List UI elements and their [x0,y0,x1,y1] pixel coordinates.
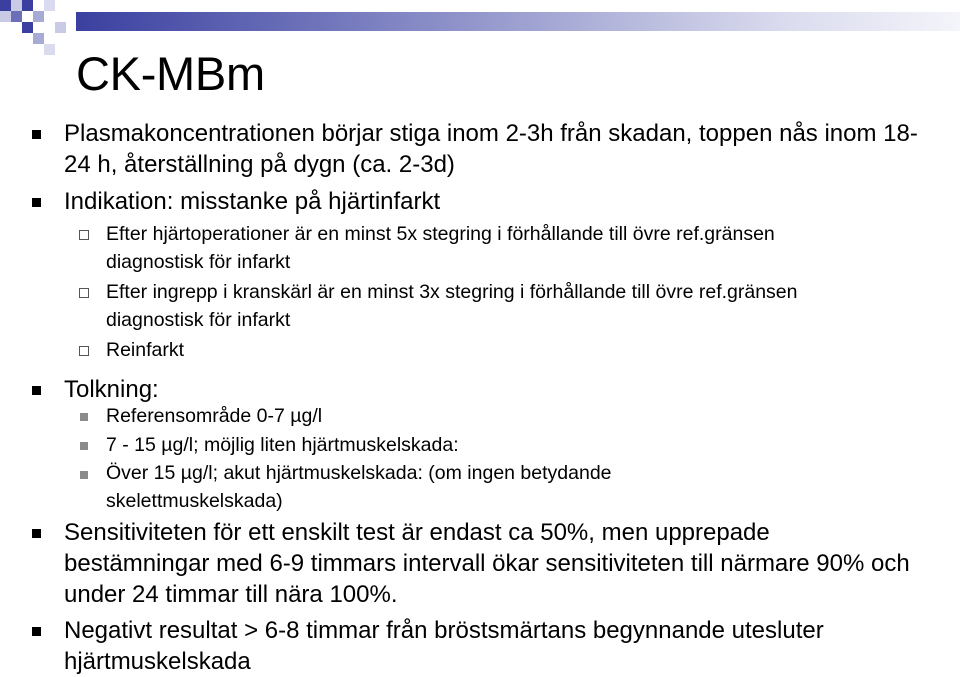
sub-bullet-referensomrade: Referensområde 0-7 µg/l [106,405,323,427]
deco-square [22,0,33,11]
sub-bullet-akut-skada: Över 15 µg/l; akut hjärtmuskelskada: (om ingen betydande skelettmuskelskada) [106,462,612,512]
deco-square [33,33,44,44]
deco-square [44,44,55,55]
bullet-square-icon [32,529,41,538]
sub-bullet-kranskarl: Efter ingrepp i kranskärl är en minst 3x stegring i förhållande till övre ref.gränsen diagnostisk för infarkt [106,281,798,331]
bullet-sensitivitet: Sensitiviteten för ett enskilt test är endast ca 50%, men upprepade bestämningar med 6-9 timmars intervall ökar sensitiviteten till närmare 90% och under 24 timmar till nära 100%. [64,519,910,608]
gray-square-bullet-icon [80,442,88,450]
deco-square [0,0,11,11]
deco-square [11,0,22,11]
deco-square [0,11,11,22]
bullet-tolkning: Tolkning: [64,376,159,403]
bullet-negativt-resultat: Negativt resultat > 6-8 timmar från bröstsmärtans begynnande utesluter hjärtmuskelskada [64,617,824,675]
gray-square-bullet-icon [80,471,88,479]
deco-square [33,11,44,22]
header-gradient-bar [76,12,960,31]
slide-title: CK-MBm [76,47,265,100]
gray-square-bullet-icon [80,413,88,421]
deco-square [55,22,66,33]
hollow-square-bullet-icon [79,288,89,298]
sub-bullet-mojlig-skada: 7 - 15 µg/l; möjlig liten hjärtmuskelskada: [106,434,459,456]
bullet-indikation: Indikation: misstanke på hjärtinfarkt [64,188,441,215]
hollow-square-bullet-icon [79,230,89,240]
hollow-square-bullet-icon [79,346,89,356]
bullet-square-icon [32,627,41,636]
deco-square [11,11,22,22]
bullet-square-icon [32,198,41,207]
bullet-square-icon [32,386,41,395]
deco-square [44,0,55,11]
bullet-plasmakoncentration: Plasmakoncentrationen börjar stiga inom 2-3h från skadan, toppen nås inom 18-24 h, återställning på dygn (ca. 2-3d) [64,120,918,178]
deco-square [22,22,33,33]
sub-bullet-reinfarkt: Reinfarkt [106,339,185,361]
bullet-square-icon [32,130,41,139]
sub-bullet-hjartoperationer: Efter hjärtoperationer är en minst 5x stegring i förhållande till övre ref.gränsen diagnostisk för infarkt [106,223,775,273]
